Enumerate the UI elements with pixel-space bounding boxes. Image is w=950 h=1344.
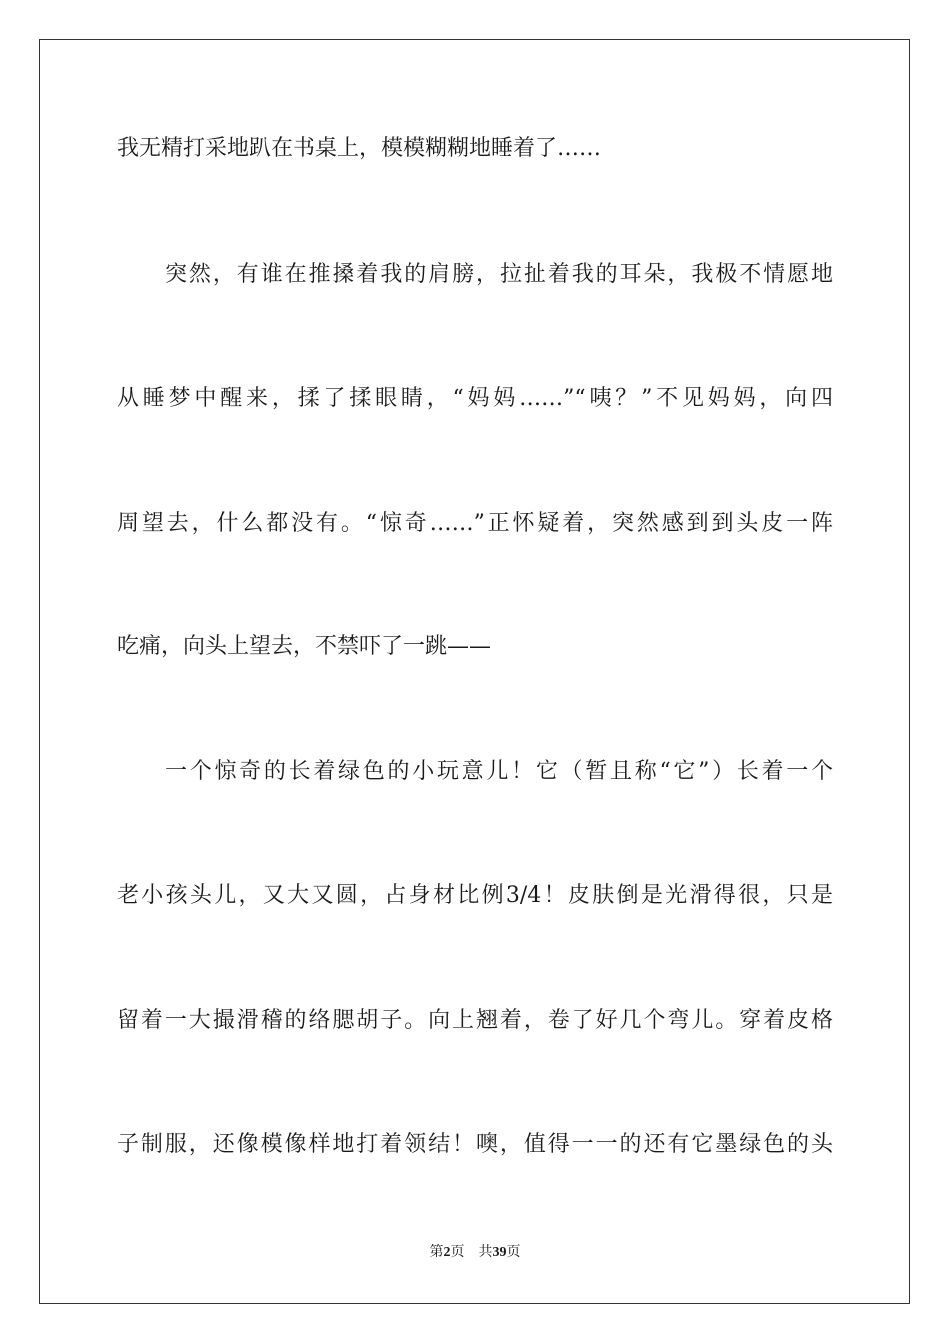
paragraph-line-6: 一个惊奇的长着绿色的小玩意儿！它（暂且称“它”）长着一个 (165, 759, 833, 784)
page-footer (0, 1243, 950, 1263)
footer-page-prefix: 第 (429, 1245, 444, 1260)
footer-page-suffix: 页 (450, 1245, 465, 1260)
footer-page-number: 2 (443, 1245, 451, 1260)
paragraph-line-9: 子制服，还像模像样地打着领结！噢，值得一一的还有它墨绿色的头 (117, 1132, 833, 1157)
footer-total-suffix: 页 (506, 1245, 521, 1260)
footer-total-prefix: 共 (478, 1245, 493, 1260)
paragraph-line-7: 老小孩头儿，又大又圆，占身材比例3/4！皮肤倒是光滑得很，只是 (117, 883, 833, 908)
paragraph-line-8: 留着一大撮滑稽的络腮胡子。向上翘着，卷了好几个弯儿。穿着皮格 (117, 1008, 833, 1033)
page-border (39, 39, 910, 1304)
paragraph-line-4: 周望去，什么都没有。“惊奇……”正怀疑着，突然感到到头皮一阵 (117, 511, 833, 536)
paragraph-line-3: 从睡梦中醒来，揉了揉眼睛，“妈妈……”“咦？”不见妈妈，向四 (117, 386, 833, 411)
paragraph-line-5: 吃痛，向头上望去，不禁吓了一跳—— (117, 634, 492, 659)
paragraph-line-2: 突然，有谁在推搡着我的肩膀，拉扯着我的耳朵，我极不情愿地 (165, 262, 833, 287)
paragraph-line-1: 我无精打采地趴在书桌上，模模糊糊地睡着了…… (117, 136, 602, 161)
footer-total-pages: 39 (492, 1245, 507, 1260)
